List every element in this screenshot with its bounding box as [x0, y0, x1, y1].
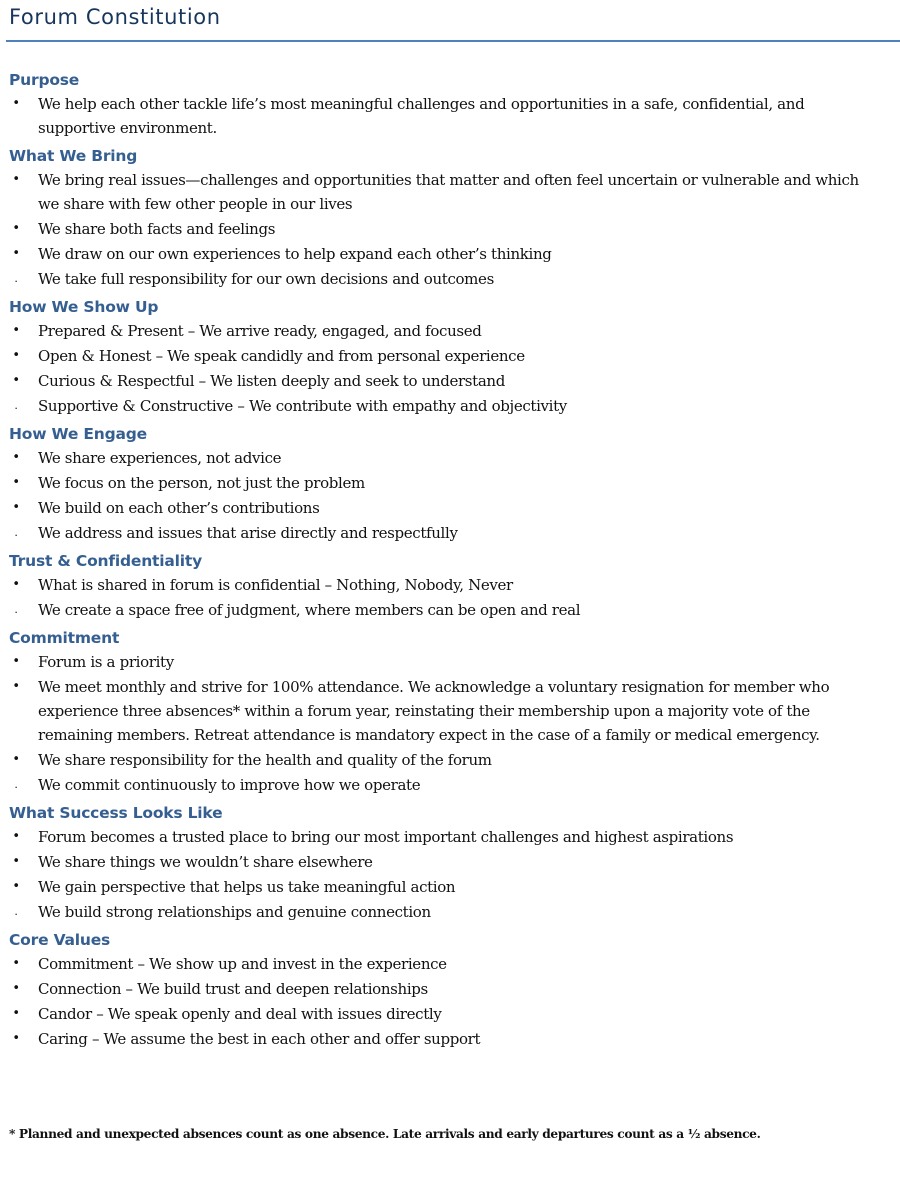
section-heading: What We Bring	[9, 147, 138, 165]
bullet-icon: •	[12, 172, 20, 187]
list-item	[0, 1027, 900, 1051]
list-item	[0, 825, 900, 849]
section-what-we-bring	[0, 144, 900, 291]
list-item	[0, 168, 900, 216]
list-item-text: We draw on our own experiences to help expand each other’s thinking	[38, 245, 552, 263]
section-heading: How We Engage	[9, 425, 147, 443]
section-how-we-engage	[0, 422, 900, 545]
period-bullet-icon: .	[14, 905, 18, 918]
bullet-list	[0, 650, 900, 797]
list-item	[0, 446, 900, 470]
section-heading: How We Show Up	[9, 298, 159, 316]
list-item	[0, 369, 900, 393]
section-what-success-looks-like	[0, 801, 900, 924]
list-item	[0, 217, 900, 241]
list-item-text: We share responsibility for the health and quality of the forum	[38, 751, 492, 769]
bullet-icon: •	[12, 450, 20, 465]
section-core-values	[0, 928, 900, 1051]
bullet-icon: •	[12, 373, 20, 388]
list-item	[0, 496, 900, 520]
bullet-list	[0, 446, 900, 545]
list-item-text: We share both facts and feelings	[38, 220, 276, 238]
list-item-text: Connection – We build trust and deepen relationships	[38, 980, 428, 998]
bullet-list	[0, 92, 900, 140]
bullet-icon: •	[12, 981, 20, 996]
bullet-icon: •	[12, 348, 20, 363]
bullet-list	[0, 825, 900, 924]
list-item-text: Open & Honest – We speak candidly and from personal experience	[38, 347, 525, 365]
list-item	[0, 748, 900, 772]
title-underline-rule	[6, 40, 900, 42]
bullet-list	[0, 573, 900, 622]
list-item	[0, 319, 900, 343]
section-commitment	[0, 626, 900, 797]
list-item-text: We build strong relationships and genuine connection	[38, 903, 431, 921]
period-bullet-icon: .	[14, 399, 18, 412]
bullet-icon: •	[12, 752, 20, 767]
bullet-icon: •	[12, 96, 20, 111]
list-item-text: We commit continuously to improve how we operate	[38, 776, 421, 794]
period-bullet-icon: .	[14, 526, 18, 539]
bullet-icon: •	[12, 577, 20, 592]
list-item-text: Prepared & Present – We arrive ready, engaged, and focused	[38, 322, 482, 340]
bullet-icon: •	[12, 879, 20, 894]
period-bullet-icon: .	[14, 272, 18, 285]
bullet-icon: •	[12, 654, 20, 669]
list-item	[0, 900, 900, 924]
bullet-icon: •	[12, 679, 20, 694]
section-heading: Commitment	[9, 629, 120, 647]
section-heading: Purpose	[9, 71, 80, 89]
bullet-icon: •	[12, 475, 20, 490]
list-item	[0, 650, 900, 674]
document-body	[0, 68, 900, 1055]
bullet-list	[0, 952, 900, 1051]
period-bullet-icon: .	[14, 778, 18, 791]
list-item-text: We share things we wouldn’t share elsewhere	[38, 853, 373, 871]
list-item	[0, 267, 900, 291]
section-heading: What Success Looks Like	[9, 804, 223, 822]
list-item-text: Curious & Respectful – We listen deeply and seek to understand	[38, 372, 505, 390]
list-item	[0, 675, 900, 747]
list-item	[0, 875, 900, 899]
list-item-text: We share experiences, not advice	[38, 449, 282, 467]
list-item-text: Candor – We speak openly and deal with issues directly	[38, 1005, 442, 1023]
bullet-icon: •	[12, 829, 20, 844]
list-item-text: Forum is a priority	[38, 653, 174, 671]
period-bullet-icon: .	[14, 603, 18, 616]
list-item	[0, 344, 900, 368]
list-item	[0, 977, 900, 1001]
bullet-icon: •	[12, 956, 20, 971]
list-item	[0, 242, 900, 266]
list-item-text: We create a space free of judgment, where members can be open and real	[38, 601, 581, 619]
section-how-we-show-up	[0, 295, 900, 418]
bullet-icon: •	[12, 500, 20, 515]
list-item-text: We take full responsibility for our own decisions and outcomes	[38, 270, 494, 288]
list-item-text: Forum becomes a trusted place to bring our most important challenges and highest aspirations	[38, 828, 734, 846]
section-heading: Core Values	[9, 931, 111, 949]
list-item-text: We focus on the person, not just the problem	[38, 474, 365, 492]
list-item-text: Commitment – We show up and invest in the experience	[38, 955, 447, 973]
list-item-text: We meet monthly and strive for 100% attendance. We acknowledge a voluntary resignation for member who experience three absences* within a forum year, reinstating their membership upon a majority vote of the remaining members. Retreat attendance is mandatory expect in the case of a family or medical emergency.	[38, 678, 830, 744]
list-item	[0, 598, 900, 622]
list-item-text: We address and issues that arise directly and respectfully	[38, 524, 458, 542]
bullet-list	[0, 319, 900, 418]
section-trust-confidentiality	[0, 549, 900, 622]
list-item	[0, 773, 900, 797]
list-item-text: Supportive & Constructive – We contribute with empathy and objectivity	[38, 397, 567, 415]
list-item	[0, 1002, 900, 1026]
bullet-icon: •	[12, 1006, 20, 1021]
list-item	[0, 521, 900, 545]
bullet-icon: •	[12, 221, 20, 236]
document-title: Forum Constitution	[9, 5, 221, 29]
bullet-icon: •	[12, 854, 20, 869]
list-item-text: We bring real issues—challenges and opportunities that matter and often feel uncertain or vulnerable and which we share with few other people in our lives	[38, 171, 859, 213]
list-item-text: We build on each other’s contributions	[38, 499, 320, 517]
list-item-text: We help each other tackle life’s most meaningful challenges and opportunities in a safe, confidential, and supportive environment.	[38, 95, 805, 137]
list-item-text: Caring – We assume the best in each other and offer support	[38, 1030, 481, 1048]
list-item	[0, 92, 900, 140]
footnote: * Planned and unexpected absences count as one absence. Late arrivals and early departures count as a ½ absence.	[9, 1127, 761, 1141]
section-purpose	[0, 68, 900, 140]
list-item	[0, 394, 900, 418]
bullet-list	[0, 168, 900, 291]
list-item-text: What is shared in forum is confidential – Nothing, Nobody, Never	[38, 576, 513, 594]
list-item-text: We gain perspective that helps us take meaningful action	[38, 878, 456, 896]
list-item	[0, 850, 900, 874]
list-item	[0, 573, 900, 597]
bullet-icon: •	[12, 323, 20, 338]
bullet-icon: •	[12, 1031, 20, 1046]
bullet-icon: •	[12, 246, 20, 261]
list-item	[0, 952, 900, 976]
section-heading: Trust & Confidentiality	[9, 552, 202, 570]
list-item	[0, 471, 900, 495]
